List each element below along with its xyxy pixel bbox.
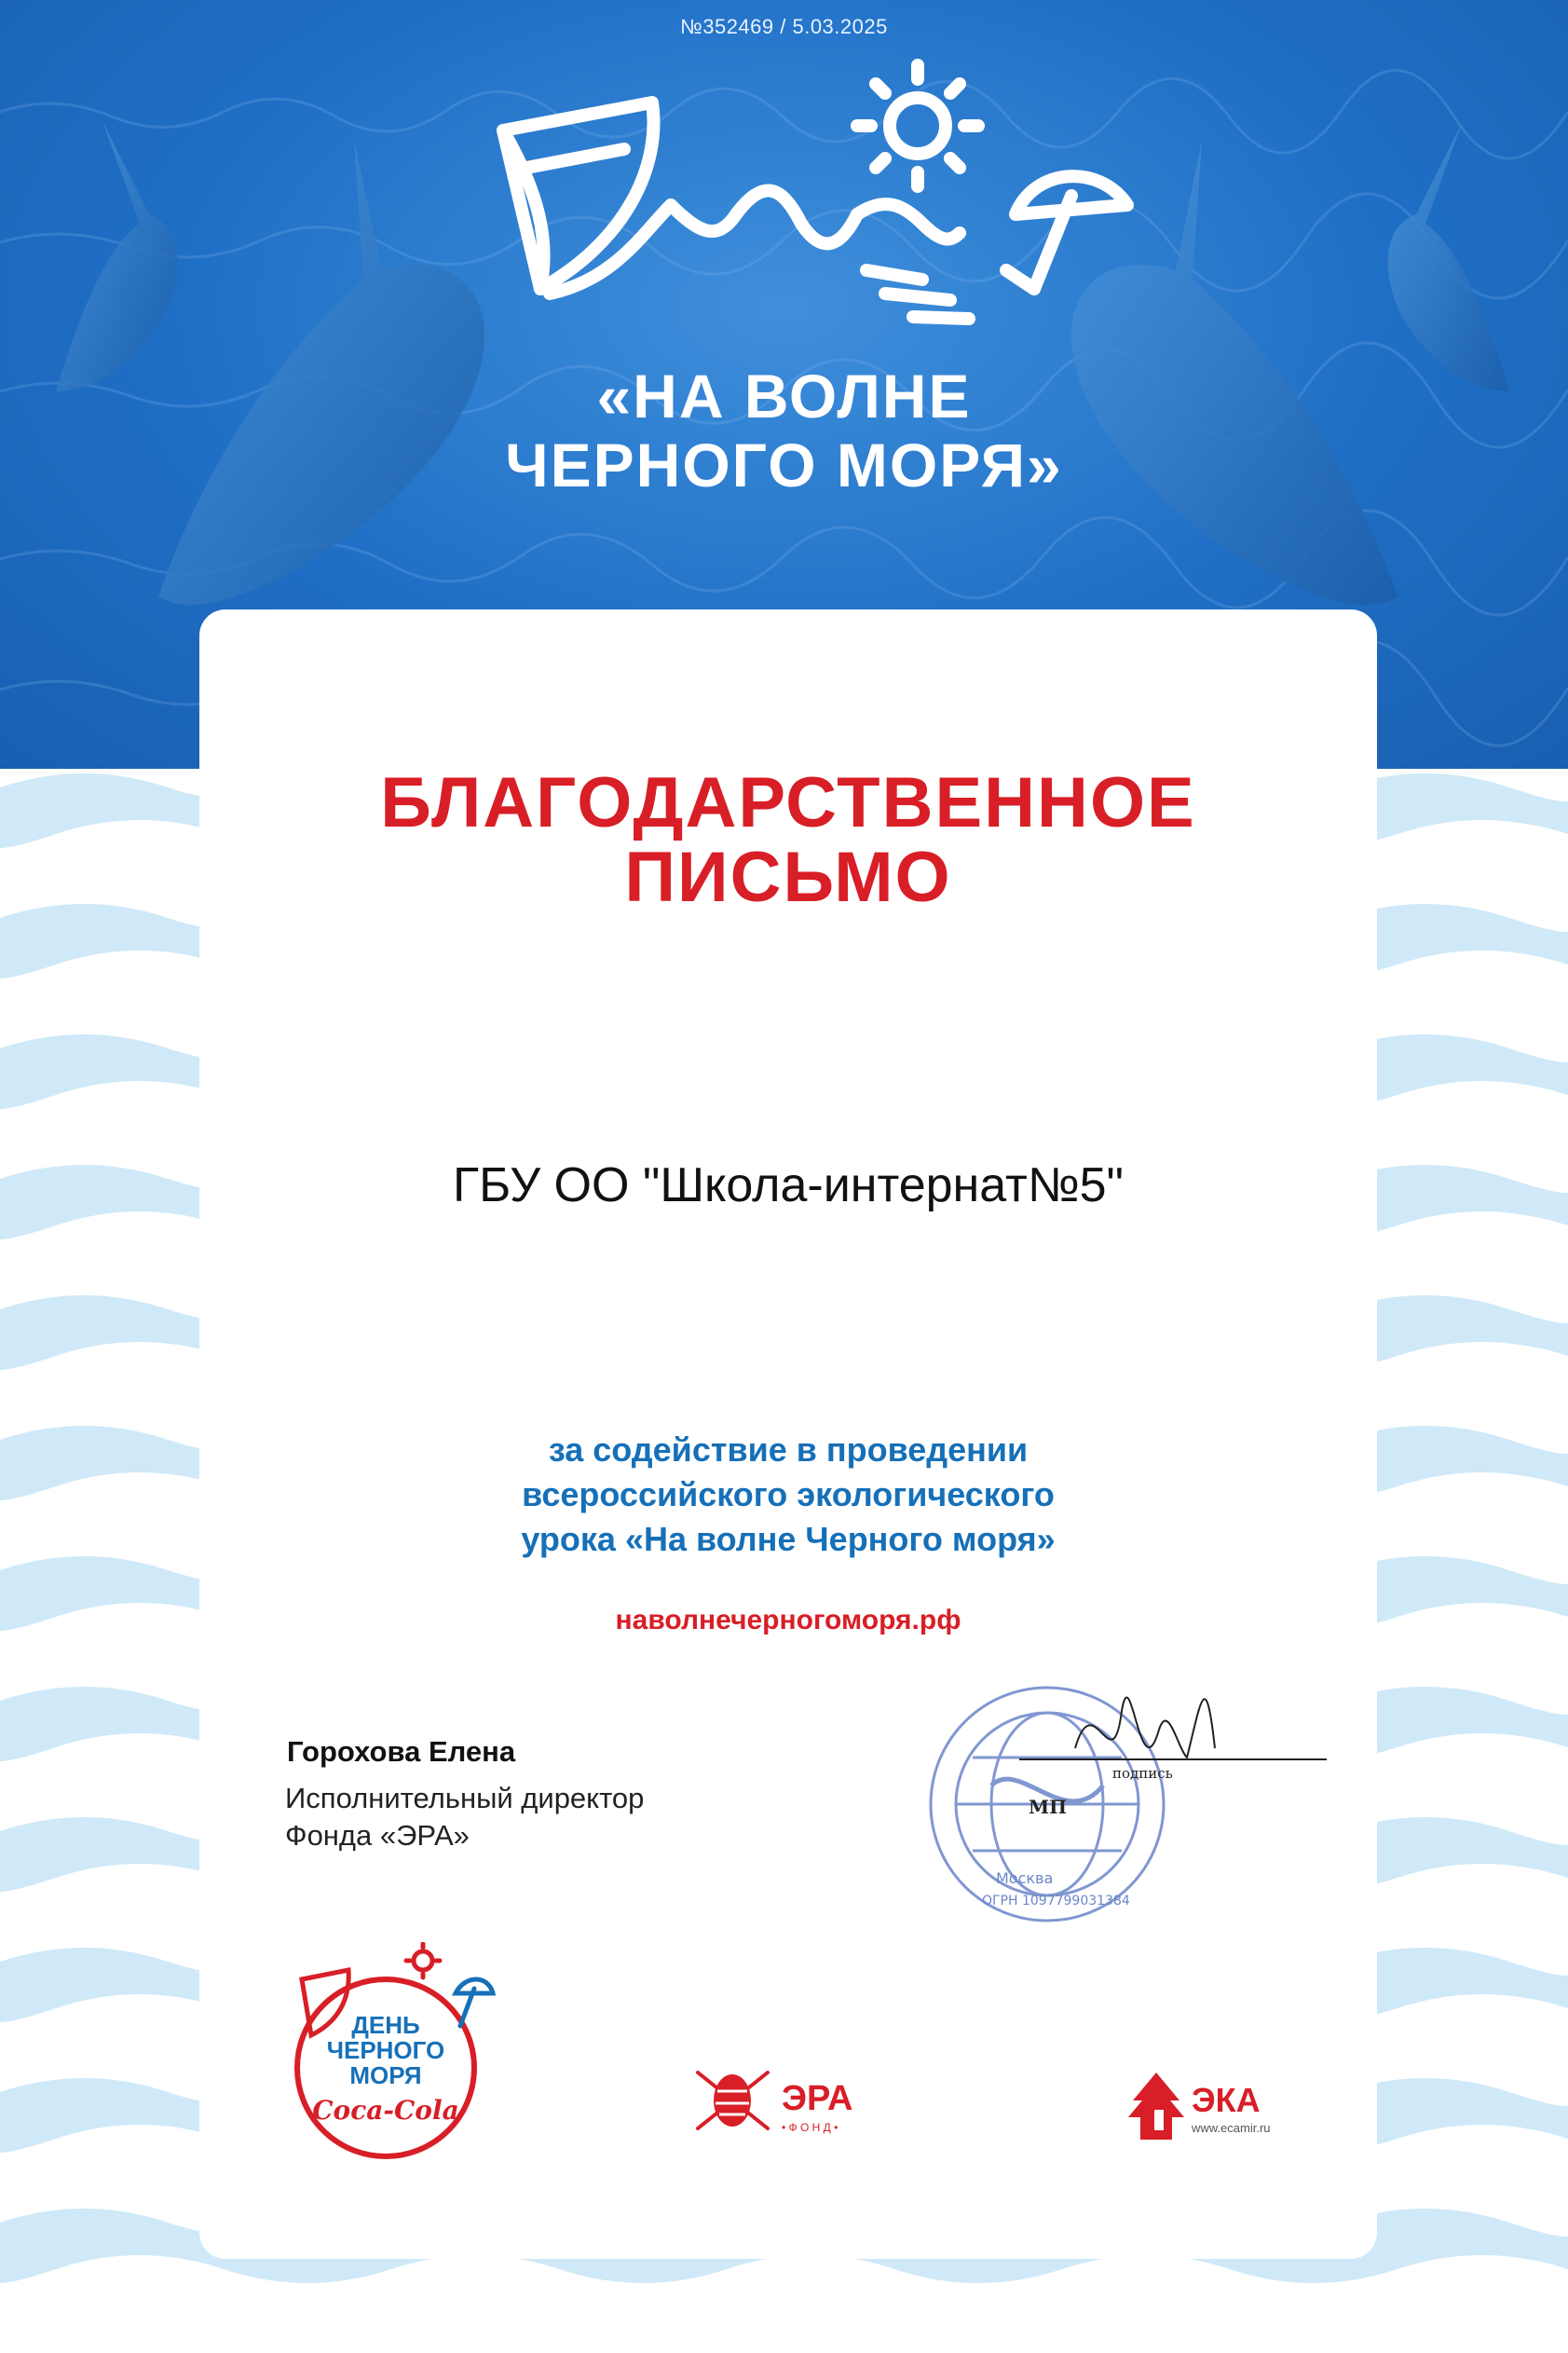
award-reason	[199, 1428, 1377, 1562]
stamp-ogrn: ОГРН 1097799031384	[982, 1894, 1130, 1908]
certificate-card	[199, 609, 1377, 2259]
eka-logo	[1122, 2063, 1289, 2147]
black-sea-day-line1: ДЕНЬ	[351, 2011, 420, 2039]
stamp-city: Москва	[996, 1869, 1054, 1887]
document-title	[199, 763, 1377, 917]
eka-name: ЭКА	[1192, 2081, 1261, 2119]
document-title-line2: ПИСЬМО	[624, 838, 952, 917]
event-logo-icon	[484, 56, 1155, 363]
document-title-line1: БЛАГОДАРСТВЕННОЕ	[380, 763, 1196, 842]
award-reason-line3: урока «На волне Черного моря»	[521, 1520, 1056, 1558]
award-reason-line2: всероссийского экологического	[522, 1475, 1055, 1513]
award-reason-line1: за содействие в проведении	[548, 1430, 1029, 1469]
website-link[interactable]: наволнечерногоморя.рф	[615, 1605, 961, 1635]
document-number: №352469 / 5.03.2025	[680, 15, 888, 38]
handwritten-signature	[1075, 1697, 1215, 1758]
era-name: ЭРА	[782, 2079, 853, 2118]
signer-role-line2: Фонда «ЭРА»	[285, 1819, 470, 1852]
black-sea-day-logo	[293, 1942, 498, 2166]
era-fund-logo	[693, 2059, 879, 2142]
stamp-label: МП	[1029, 1796, 1068, 1818]
coca-cola-wordmark: Coca-Cola	[312, 2095, 459, 2126]
signature-caption: подпись	[1112, 1765, 1173, 1782]
black-sea-day-line3: МОРЯ	[349, 2061, 422, 2089]
event-title-line2: ЧЕРНОГО МОРЯ»	[505, 431, 1063, 499]
signer-role-line1: Исполнительный директор	[285, 1782, 645, 1814]
black-sea-day-line2: ЧЕРНОГО	[326, 2036, 445, 2064]
signer-role	[285, 1780, 644, 1854]
recipient-name: ГБУ ОО "Школа-интернат№5"	[452, 1158, 1125, 1212]
era-subtitle: • Ф О Н Д •	[782, 2121, 839, 2134]
signer-name: Горохова Елена	[287, 1735, 516, 1768]
event-title-line1: «НА ВОЛНЕ	[596, 362, 972, 431]
eka-url: www.ecamir.ru	[1192, 2121, 1271, 2135]
event-title	[0, 362, 1568, 499]
official-stamp-icon	[879, 1646, 1355, 1925]
